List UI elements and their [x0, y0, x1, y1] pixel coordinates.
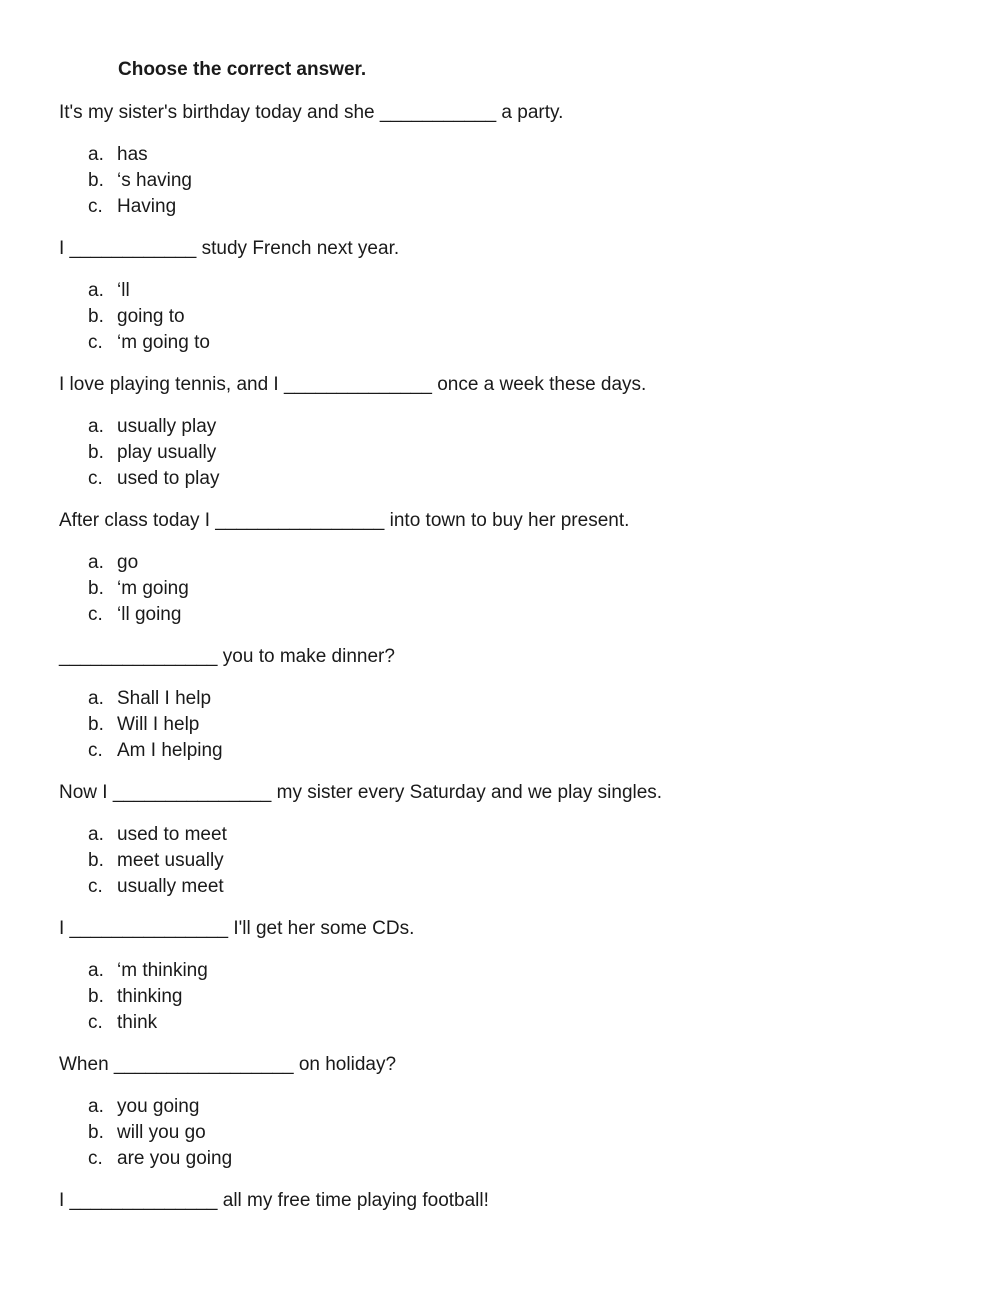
answer-option-b[interactable]: [0, 577, 189, 601]
option-letter: c.: [88, 740, 103, 761]
option-text: used to meet: [117, 824, 227, 845]
option-text: going to: [117, 306, 185, 327]
option-letter: b.: [88, 714, 104, 735]
option-text: Having: [117, 196, 177, 217]
answer-option-a[interactable]: [0, 415, 217, 439]
answer-option-a[interactable]: [0, 959, 208, 983]
option-text: used to play: [117, 468, 220, 489]
answer-option-a[interactable]: [0, 687, 212, 711]
option-text: ‘m going to: [117, 332, 210, 353]
option-letter: a.: [88, 960, 104, 981]
option-letter: b.: [88, 850, 104, 871]
option-letter: a.: [88, 552, 104, 573]
answer-option-c[interactable]: [0, 603, 182, 627]
option-letter: c.: [88, 1148, 103, 1169]
option-letter: b.: [88, 986, 104, 1007]
option-text: has: [117, 144, 148, 165]
question-4: [0, 509, 1000, 645]
worksheet-instruction: Choose the correct answer.: [118, 59, 367, 80]
answer-option-c[interactable]: [0, 739, 223, 763]
option-text: Shall I help: [117, 688, 212, 709]
answer-option-c[interactable]: [0, 195, 177, 219]
option-letter: b.: [88, 578, 104, 599]
option-text: thinking: [117, 986, 183, 1007]
answer-option-b[interactable]: [0, 441, 217, 465]
question-1: [0, 101, 1000, 237]
question-5: [0, 645, 1000, 781]
answer-option-a[interactable]: [0, 1095, 200, 1119]
option-letter: b.: [88, 1122, 104, 1143]
option-letter: c.: [88, 1012, 103, 1033]
option-text: ‘m going: [117, 578, 189, 599]
answer-option-b[interactable]: [0, 713, 200, 737]
option-text: Will I help: [117, 714, 200, 735]
option-text: will you go: [117, 1122, 206, 1143]
answer-option-c[interactable]: [0, 875, 224, 899]
option-letter: c.: [88, 468, 103, 489]
option-letter: a.: [88, 824, 104, 845]
answer-option-c[interactable]: [0, 331, 210, 355]
answer-option-c[interactable]: [0, 1147, 233, 1171]
question-stem: _______________ you to make dinner?: [59, 646, 395, 667]
option-letter: a.: [88, 1096, 104, 1117]
answer-option-a[interactable]: [0, 551, 139, 575]
answer-option-a[interactable]: [0, 143, 148, 167]
question-stem: I love playing tennis, and I ______________ once a week these days.: [59, 374, 647, 395]
question-stem: When _________________ on holiday?: [59, 1054, 397, 1075]
question-stem: I ______________ all my free time playing football!: [59, 1190, 489, 1211]
answer-option-b[interactable]: [0, 169, 192, 193]
answer-option-b[interactable]: [0, 305, 185, 329]
question-stem: I _______________ I'll get her some CDs.: [59, 918, 415, 939]
answer-option-b[interactable]: [0, 849, 224, 873]
option-letter: a.: [88, 280, 104, 301]
question-7: [0, 917, 1000, 1053]
option-letter: a.: [88, 688, 104, 709]
option-letter: c.: [88, 196, 103, 217]
option-letter: a.: [88, 144, 104, 165]
question-8: [0, 1053, 1000, 1189]
option-text: usually meet: [117, 876, 224, 897]
option-letter: c.: [88, 604, 103, 625]
option-letter: b.: [88, 306, 104, 327]
option-letter: b.: [88, 170, 104, 191]
answer-option-c[interactable]: [0, 467, 220, 491]
option-text: ‘ll: [117, 280, 130, 301]
answer-option-b[interactable]: [0, 1121, 206, 1145]
question-6: [0, 781, 1000, 917]
option-letter: c.: [88, 332, 103, 353]
answer-option-b[interactable]: [0, 985, 183, 1009]
question-stem: Now I _______________ my sister every Saturday and we play singles.: [59, 782, 663, 803]
question-2: [0, 237, 1000, 373]
question-9: [0, 1189, 1000, 1229]
question-stem: After class today I ________________ into town to buy her present.: [59, 510, 630, 531]
option-text: usually play: [117, 416, 217, 437]
option-text: go: [117, 552, 139, 573]
option-text: are you going: [117, 1148, 233, 1169]
option-letter: c.: [88, 876, 103, 897]
option-text: ‘ll going: [117, 604, 182, 625]
option-text: play usually: [117, 442, 217, 463]
answer-option-a[interactable]: [0, 823, 227, 847]
answer-option-c[interactable]: [0, 1011, 158, 1035]
option-text: Am I helping: [117, 740, 223, 761]
answer-option-a[interactable]: [0, 279, 130, 303]
option-letter: b.: [88, 442, 104, 463]
option-text: ‘s having: [117, 170, 192, 191]
question-stem: It's my sister's birthday today and she ___________ a party.: [59, 102, 564, 123]
question-3: [0, 373, 1000, 509]
question-stem: I ____________ study French next year.: [59, 238, 400, 259]
option-text: meet usually: [117, 850, 224, 871]
option-text: think: [117, 1012, 158, 1033]
option-text: you going: [117, 1096, 200, 1117]
option-text: ‘m thinking: [117, 960, 208, 981]
option-letter: a.: [88, 416, 104, 437]
